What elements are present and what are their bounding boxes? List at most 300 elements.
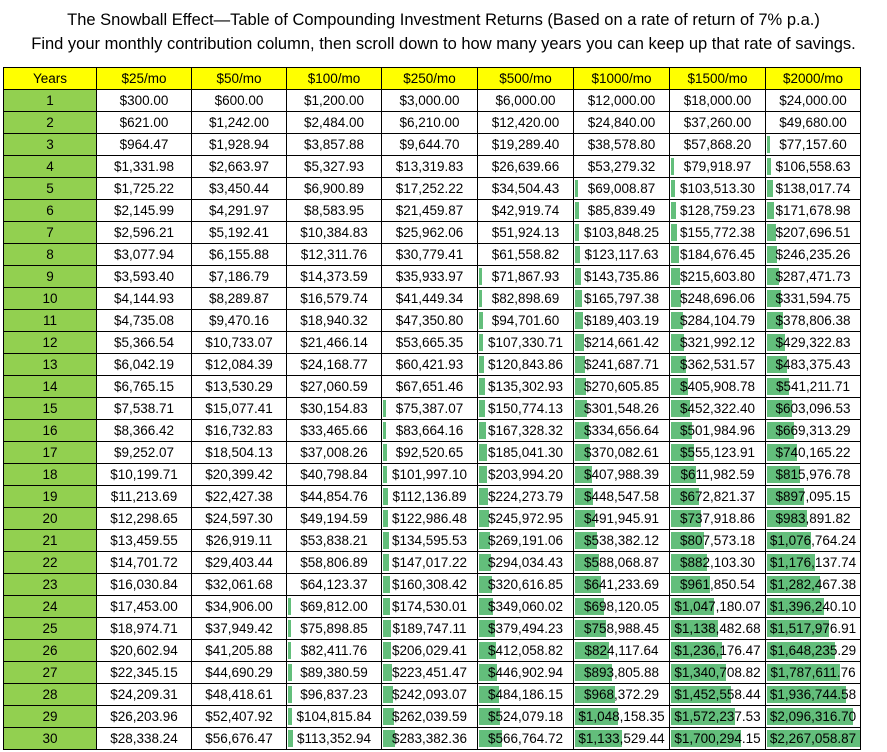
value-cell: [192, 266, 287, 288]
value-text: $38,578.80: [587, 137, 656, 152]
value-cell: [766, 662, 861, 684]
data-bar: [575, 312, 583, 329]
value-text: $22,345.15: [110, 665, 178, 680]
table-row: [4, 90, 861, 112]
value-cell: [382, 244, 478, 266]
value-cell: [192, 332, 287, 354]
value-cell: [97, 684, 192, 706]
value-cell: [287, 222, 382, 244]
year-cell: 1: [4, 90, 97, 112]
value-text: $82,898.69: [491, 291, 560, 306]
value-cell: [97, 728, 192, 750]
value-text: $362,531.57: [679, 357, 756, 372]
value-text: $24,209.31: [110, 687, 178, 702]
year-cell: 25: [4, 618, 97, 640]
value-text: $15,077.41: [205, 401, 273, 416]
value-text: $37,949.42: [205, 621, 273, 636]
data-bar: [767, 180, 773, 197]
value-text: $2,663.97: [208, 159, 270, 174]
value-cell: [287, 200, 382, 222]
value-text: $33,465.66: [300, 423, 368, 438]
value-text: $215,603.80: [679, 269, 756, 284]
value-text: $17,453.00: [110, 599, 178, 614]
value-text: $246,235.26: [775, 247, 851, 262]
data-bar: [575, 268, 581, 285]
value-text: $3,593.40: [113, 269, 175, 284]
value-text: $6,765.15: [113, 379, 175, 394]
table-row: [4, 640, 861, 662]
value-text: $483,375.43: [775, 357, 851, 372]
value-text: $52,407.92: [205, 709, 273, 724]
year-cell: 11: [4, 310, 97, 332]
value-cell: [574, 486, 670, 508]
value-cell: [192, 420, 287, 442]
value-cell: [766, 486, 861, 508]
value-text: $44,854.76: [300, 489, 368, 504]
value-cell: [670, 486, 766, 508]
value-cell: [192, 398, 287, 420]
value-text: $331,594.75: [775, 291, 851, 306]
value-cell: [382, 486, 478, 508]
value-text: $807,573.18: [679, 533, 756, 548]
data-bar: [479, 334, 483, 351]
value-text: $448,547.58: [583, 489, 660, 504]
value-cell: [287, 508, 382, 530]
value-text: $92,520.65: [395, 445, 464, 460]
value-text: $4,735.08: [113, 313, 175, 328]
data-bar: [767, 136, 770, 153]
value-text: $24,168.77: [300, 357, 368, 372]
value-text: $135,302.93: [487, 379, 564, 394]
value-text: $203,994.20: [487, 467, 564, 482]
value-cell: [670, 200, 766, 222]
year-cell: 30: [4, 728, 97, 750]
value-text: $269,191.06: [487, 533, 564, 548]
value-cell: [478, 486, 574, 508]
value-text: $588,068.87: [583, 555, 660, 570]
value-cell: [382, 552, 478, 574]
value-text: $61,558.82: [491, 247, 560, 262]
value-text: $10,199.71: [110, 467, 178, 482]
value-cell: [192, 376, 287, 398]
value-cell: [574, 684, 670, 706]
value-text: $248,696.06: [679, 291, 756, 306]
value-text: $53,279.32: [587, 159, 656, 174]
value-text: $26,203.96: [110, 709, 178, 724]
value-text: $12,420.00: [491, 115, 560, 130]
value-cell: [670, 640, 766, 662]
value-cell: [478, 266, 574, 288]
data-bar: [671, 224, 677, 241]
value-text: $17,252.22: [395, 181, 464, 196]
value-text: $242,093.07: [391, 687, 468, 702]
value-cell: [766, 420, 861, 442]
table-row: [4, 662, 861, 684]
value-text: $1,928.94: [208, 137, 270, 152]
value-cell: [192, 156, 287, 178]
value-cell: [97, 464, 192, 486]
value-cell: [192, 530, 287, 552]
year-cell: 12: [4, 332, 97, 354]
table-row: [4, 398, 861, 420]
table-row: [4, 178, 861, 200]
table-row: [4, 288, 861, 310]
value-text: $49,680.00: [779, 115, 847, 130]
value-cell: [382, 266, 478, 288]
value-cell: [287, 640, 382, 662]
table-row: [4, 420, 861, 442]
table-row: [4, 596, 861, 618]
value-text: $2,096,316.70: [769, 709, 857, 724]
value-text: $224,273.79: [487, 489, 564, 504]
value-cell: [574, 288, 670, 310]
value-cell: [766, 684, 861, 706]
value-cell: [192, 244, 287, 266]
value-cell: [192, 574, 287, 596]
value-cell: [478, 684, 574, 706]
value-text: $349,060.02: [487, 599, 564, 614]
value-text: $189,747.11: [392, 621, 467, 636]
value-cell: [97, 332, 192, 354]
data-bar: [288, 686, 292, 703]
value-text: $491,945.91: [583, 511, 660, 526]
value-cell: [192, 442, 287, 464]
value-cell: [574, 310, 670, 332]
value-cell: [574, 266, 670, 288]
value-cell: [574, 222, 670, 244]
value-text: $104,815.84: [296, 709, 372, 724]
value-text: $294,034.43: [487, 555, 564, 570]
value-text: $1,648,235.29: [769, 643, 857, 658]
value-cell: [287, 706, 382, 728]
value-cell: [574, 596, 670, 618]
value-cell: [97, 222, 192, 244]
value-text: $1,396,240.10: [769, 599, 857, 614]
data-bar: [479, 268, 482, 285]
value-cell: [574, 508, 670, 530]
value-cell: [670, 222, 766, 244]
value-cell: [574, 442, 670, 464]
value-cell: [574, 354, 670, 376]
value-cell: [670, 288, 766, 310]
value-text: $524,079.18: [487, 709, 564, 724]
value-cell: [287, 398, 382, 420]
value-text: $12,000.00: [587, 93, 656, 108]
header-contribution: $1000/mo: [574, 68, 670, 90]
value-cell: [97, 178, 192, 200]
value-text: $7,538.71: [113, 401, 175, 416]
value-text: $321,992.12: [679, 335, 756, 350]
value-text: $3,450.44: [208, 181, 270, 196]
data-bar: [671, 180, 675, 197]
value-text: $12,311.76: [300, 247, 368, 262]
value-text: $2,596.21: [113, 225, 175, 240]
year-cell: 16: [4, 420, 97, 442]
value-text: $16,732.83: [205, 423, 273, 438]
table-row: [4, 310, 861, 332]
table-row: [4, 486, 861, 508]
value-text: $2,267,058.87: [769, 731, 857, 746]
data-bar: [383, 510, 388, 527]
value-text: $641,233.69: [583, 577, 660, 592]
year-cell: 23: [4, 574, 97, 596]
value-cell: [574, 530, 670, 552]
value-cell: [670, 134, 766, 156]
value-cell: [478, 596, 574, 618]
value-text: $429,322.83: [775, 335, 851, 350]
value-cell: [97, 640, 192, 662]
value-text: $123,117.63: [584, 247, 659, 262]
page-subtitle: Find your monthly contribution column, then scroll down to how many years you can keep up that rate of savings.: [31, 35, 856, 53]
value-cell: [766, 200, 861, 222]
value-cell: [478, 508, 574, 530]
value-text: $47,350.80: [395, 313, 464, 328]
value-cell: [766, 398, 861, 420]
data-bar: [575, 180, 578, 197]
value-text: $1,340,708.82: [674, 665, 761, 680]
value-cell: [766, 552, 861, 574]
value-text: $165,797.38: [583, 291, 660, 306]
value-text: $3,000.00: [399, 93, 460, 108]
value-text: $79,918.97: [683, 159, 752, 174]
value-cell: [478, 398, 574, 420]
data-bar: [383, 532, 389, 549]
value-cell: [670, 420, 766, 442]
value-cell: [382, 376, 478, 398]
value-text: $26,639.66: [491, 159, 560, 174]
value-text: $48,418.61: [205, 687, 273, 702]
value-cell: [574, 244, 670, 266]
value-cell: [382, 706, 478, 728]
data-bar: [479, 356, 484, 373]
value-text: $6,042.19: [113, 357, 175, 372]
data-bar: [671, 202, 676, 219]
value-cell: [478, 464, 574, 486]
value-cell: [192, 90, 287, 112]
table-row: [4, 222, 861, 244]
value-cell: [670, 178, 766, 200]
value-cell: [287, 288, 382, 310]
value-cell: [574, 156, 670, 178]
value-text: $69,812.00: [300, 599, 368, 614]
value-text: $71,867.93: [491, 269, 560, 284]
value-cell: [478, 552, 574, 574]
value-cell: [382, 354, 478, 376]
value-cell: [287, 244, 382, 266]
value-text: $18,504.13: [205, 445, 273, 460]
data-bar: [383, 554, 389, 571]
value-text: $41,205.88: [205, 643, 273, 658]
value-text: $1,700,294.15: [674, 731, 761, 746]
value-text: $484,186.15: [487, 687, 564, 702]
value-text: $37,260.00: [683, 115, 752, 130]
value-cell: [382, 398, 478, 420]
value-cell: [97, 398, 192, 420]
value-cell: [478, 530, 574, 552]
value-text: $740,165.22: [775, 445, 851, 460]
value-text: $12,298.65: [110, 511, 178, 526]
value-text: $1,331.98: [113, 159, 175, 174]
value-text: $301,548.26: [583, 401, 660, 416]
data-bar: [671, 246, 679, 263]
value-cell: [192, 486, 287, 508]
value-cell: [192, 200, 287, 222]
value-text: $1,787,611.76: [770, 665, 856, 680]
table-row: [4, 464, 861, 486]
value-text: $77,157.60: [779, 137, 847, 152]
value-cell: [97, 552, 192, 574]
value-cell: [478, 156, 574, 178]
value-text: $120,843.86: [487, 357, 564, 372]
value-text: $407,988.39: [583, 467, 660, 482]
value-text: $20,602.94: [110, 643, 178, 658]
value-cell: [574, 398, 670, 420]
value-cell: [766, 574, 861, 596]
value-text: $85,839.49: [587, 203, 656, 218]
value-text: $19,289.40: [491, 137, 560, 152]
table-row: [4, 706, 861, 728]
value-cell: [574, 464, 670, 486]
value-cell: [192, 508, 287, 530]
value-cell: [574, 640, 670, 662]
value-text: $1,047,180.07: [674, 599, 761, 614]
data-bar: [671, 268, 680, 285]
value-text: $49,194.59: [300, 511, 368, 526]
value-cell: [192, 552, 287, 574]
value-text: $83,664.16: [395, 423, 464, 438]
value-cell: [97, 354, 192, 376]
value-cell: [192, 310, 287, 332]
value-text: $18,000.00: [683, 93, 752, 108]
value-text: $14,701.72: [110, 555, 178, 570]
value-text: $29,403.44: [205, 555, 273, 570]
value-cell: [574, 662, 670, 684]
value-cell: [574, 376, 670, 398]
value-text: $1,200.00: [303, 93, 365, 108]
data-bar: [671, 158, 674, 175]
value-cell: [574, 728, 670, 750]
value-text: $893,805.88: [583, 665, 660, 680]
value-cell: [478, 90, 574, 112]
value-cell: [382, 222, 478, 244]
value-cell: [382, 178, 478, 200]
value-cell: [766, 134, 861, 156]
value-cell: [766, 728, 861, 750]
value-cell: [766, 266, 861, 288]
value-text: $7,186.79: [208, 269, 270, 284]
value-text: $56,676.47: [205, 731, 273, 746]
table-row: [4, 684, 861, 706]
value-text: $185,041.30: [487, 445, 564, 460]
header-contribution: $100/mo: [287, 68, 382, 90]
value-text: $24,000.00: [779, 93, 847, 108]
value-cell: [192, 134, 287, 156]
value-text: $1,242.00: [208, 115, 270, 130]
value-text: $16,579.74: [300, 291, 368, 306]
value-cell: [192, 728, 287, 750]
value-cell: [670, 552, 766, 574]
value-text: $1,725.22: [113, 181, 175, 196]
value-cell: [574, 420, 670, 442]
value-cell: [478, 244, 574, 266]
value-cell: [287, 662, 382, 684]
value-cell: [670, 112, 766, 134]
value-cell: [97, 706, 192, 728]
data-bar: [288, 730, 293, 747]
value-cell: [97, 244, 192, 266]
value-text: $541,211.71: [775, 379, 851, 394]
value-cell: [382, 442, 478, 464]
value-cell: [287, 728, 382, 750]
value-text: $35,933.97: [395, 269, 464, 284]
value-text: $5,366.54: [113, 335, 175, 350]
value-text: $60,421.93: [395, 357, 464, 372]
value-cell: [766, 530, 861, 552]
value-cell: [766, 178, 861, 200]
value-text: $11,213.69: [110, 489, 178, 504]
value-text: $51,924.13: [491, 225, 560, 240]
value-cell: [287, 178, 382, 200]
table-row: [4, 530, 861, 552]
value-text: $103,513.30: [679, 181, 756, 196]
value-text: $9,470.16: [208, 313, 270, 328]
value-cell: [287, 596, 382, 618]
value-text: $160,308.42: [391, 577, 468, 592]
value-text: $13,459.55: [110, 533, 178, 548]
value-cell: [382, 728, 478, 750]
year-cell: 17: [4, 442, 97, 464]
value-cell: [478, 442, 574, 464]
value-cell: [670, 332, 766, 354]
value-cell: [287, 266, 382, 288]
value-text: $6,900.89: [303, 181, 365, 196]
value-text: $621.00: [119, 115, 169, 130]
value-text: $501,984.96: [679, 423, 756, 438]
value-cell: [766, 596, 861, 618]
value-cell: [97, 420, 192, 442]
value-text: $1,936,744.58: [769, 687, 857, 702]
table-row: [4, 552, 861, 574]
value-text: $283,382.36: [391, 731, 468, 746]
value-cell: [382, 200, 478, 222]
value-cell: [670, 706, 766, 728]
value-cell: [478, 376, 574, 398]
value-cell: [670, 508, 766, 530]
data-bar: [383, 444, 387, 461]
year-cell: 4: [4, 156, 97, 178]
value-cell: [670, 266, 766, 288]
value-text: $75,898.85: [300, 621, 368, 636]
value-text: $12,084.39: [205, 357, 273, 372]
value-cell: [192, 288, 287, 310]
table-row: [4, 200, 861, 222]
value-cell: [287, 530, 382, 552]
value-text: $1,176,137.74: [769, 555, 857, 570]
data-bar: [479, 312, 483, 329]
value-text: $134,595.53: [391, 533, 468, 548]
value-text: $815,976.78: [775, 467, 851, 482]
value-cell: [574, 332, 670, 354]
value-cell: [382, 596, 478, 618]
value-text: $4,291.97: [208, 203, 270, 218]
year-cell: 19: [4, 486, 97, 508]
value-text: $44,690.29: [205, 665, 273, 680]
data-bar: [383, 576, 390, 593]
value-text: $1,236,176.47: [674, 643, 761, 658]
value-cell: [670, 728, 766, 750]
value-text: $174,530.01: [391, 599, 468, 614]
value-text: $412,058.82: [487, 643, 564, 658]
